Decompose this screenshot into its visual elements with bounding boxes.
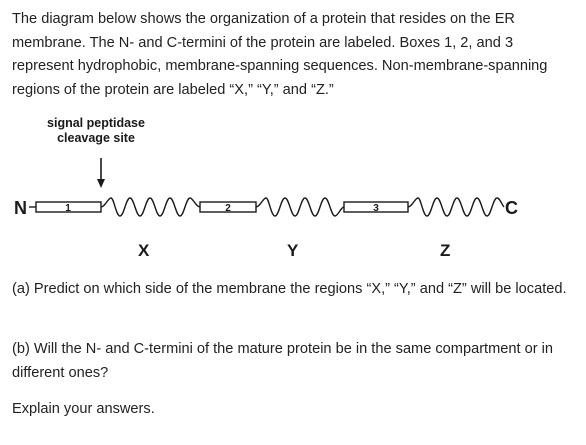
n-terminus-label: N [14, 198, 27, 218]
region-y-label: Y [287, 241, 299, 260]
c-terminus-label: C [505, 198, 518, 218]
membrane-box-3 [344, 202, 408, 214]
membrane-box-2 [200, 202, 256, 214]
signal-peptidase-label: signal peptidase [47, 116, 145, 130]
question-b: (b) Will the N- and C-termini of the mature protein be in the same compartment or in different ones? [12, 341, 553, 381]
membrane-box-1 [36, 202, 101, 214]
cleavage-site-label: cleavage site [57, 131, 135, 145]
explain-instruction: Explain your answers. [12, 401, 155, 417]
svg-text:3: 3 [373, 203, 379, 214]
svg-text:1: 1 [65, 203, 71, 214]
intro-paragraph: The diagram below shows the organization of a protein that resides on the ER membrane. The N- and C-termini of the protein are labeled. Boxes 1, 2, and 3 represent hydrophobic, membrane-spanning sequences. Non-membrane-spanning regions of the protein are labeled “X,” “Y,” and “Z.” [12, 11, 548, 98]
loop-z [408, 198, 504, 216]
question-a: (a) Predict on which side of the membrane the regions “X,” “Y,” and “Z” will be located. [12, 281, 567, 297]
region-x-label: X [138, 241, 150, 260]
loop-x [101, 198, 200, 216]
region-z-label: Z [440, 241, 451, 260]
cleavage-arrow [97, 158, 105, 188]
loop-y [256, 198, 344, 216]
svg-text:2: 2 [225, 203, 231, 214]
